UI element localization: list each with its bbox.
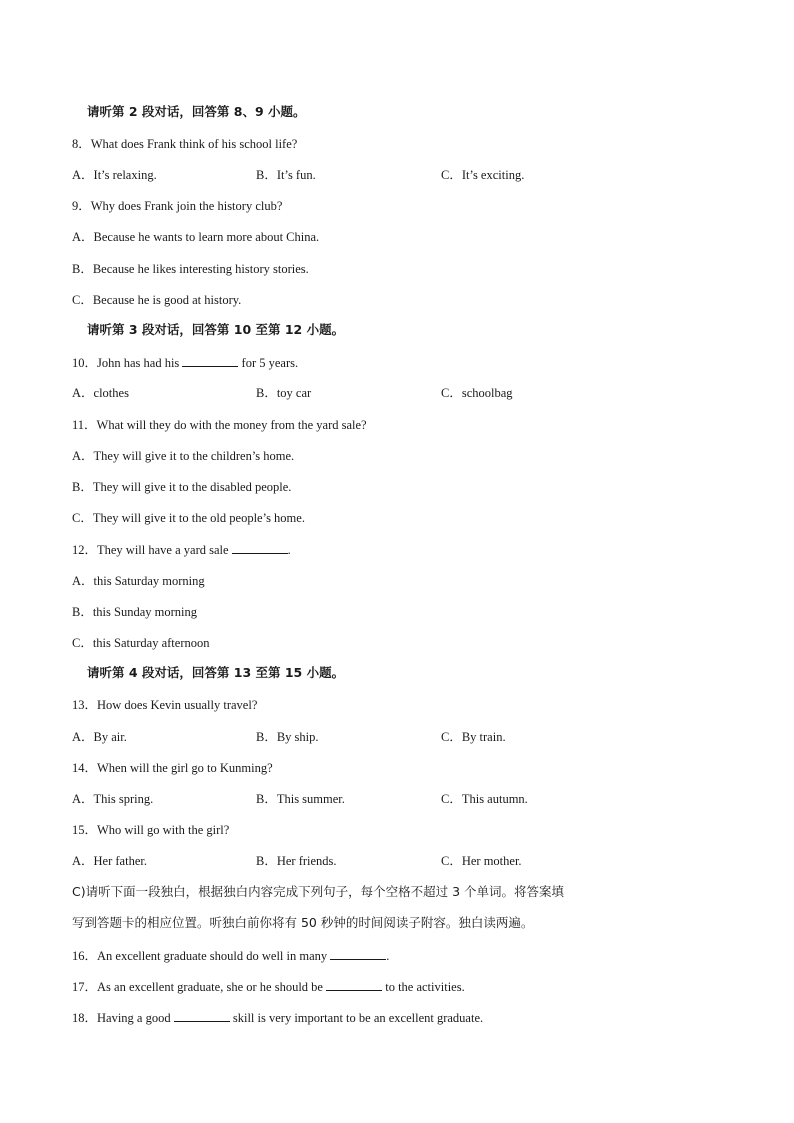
question-12-option-a: A．this Saturday morning bbox=[72, 574, 205, 588]
question-13: 13．How does Kevin usually travel? bbox=[72, 698, 258, 712]
option-c: C．schoolbag bbox=[441, 386, 513, 400]
question-9-option-a: A．Because he wants to learn more about China. bbox=[72, 230, 320, 244]
question-14-options bbox=[72, 791, 732, 807]
question-11: 11．What will they do with the money from the yard sale? bbox=[72, 418, 367, 432]
option-c: C．Her mother. bbox=[441, 854, 522, 868]
question-12-option-c: C．this Saturday afternoon bbox=[72, 636, 210, 650]
option-c: C．It’s exciting. bbox=[441, 168, 525, 182]
question-11-option-c: C．They will give it to the old people’s home. bbox=[72, 511, 305, 525]
option-b: B．By ship. bbox=[256, 730, 319, 744]
question-10-text-post: for 5 years. bbox=[238, 356, 299, 370]
question-9: 9．Why does Frank join the history club? bbox=[72, 199, 283, 213]
option-a: A．Her father. bbox=[72, 854, 147, 868]
question-18-text-post: skill is very important to be an excellent graduate. bbox=[229, 1011, 484, 1025]
question-9-option-c: C．Because he is good at history. bbox=[72, 293, 242, 307]
question-17-text-pre: 17．As an excellent graduate, she or he should be bbox=[72, 980, 327, 994]
question-8-options bbox=[72, 167, 732, 183]
question-16-text-pre: 16．An excellent graduate should do well in many bbox=[72, 949, 331, 963]
option-b: B．toy car bbox=[256, 386, 312, 400]
option-b: B．This summer. bbox=[256, 792, 345, 806]
section-4-instruction: 请听第 4 段对话，回答第 13 至第 15 小题。 bbox=[87, 665, 345, 680]
question-10 bbox=[72, 354, 298, 371]
option-b: B．Her friends. bbox=[256, 854, 337, 868]
question-16 bbox=[72, 947, 389, 964]
question-8: 8．What does Frank think of his school life? bbox=[72, 137, 298, 151]
question-14: 14．When will the girl go to Kunming? bbox=[72, 761, 273, 775]
option-a: A．clothes bbox=[72, 386, 129, 400]
answer-blank bbox=[174, 1009, 230, 1022]
question-12-text-post: . bbox=[287, 543, 291, 557]
option-c: C．By train. bbox=[441, 730, 506, 744]
section-2-instruction: 请听第 2 段对话，回答第 8、9 小题。 bbox=[87, 104, 306, 119]
question-15-options bbox=[72, 853, 732, 869]
option-a: A．By air. bbox=[72, 730, 127, 744]
question-16-text-post: . bbox=[386, 949, 390, 963]
option-a: A．It’s relaxing. bbox=[72, 168, 157, 182]
question-12-option-b: B．this Sunday morning bbox=[72, 605, 198, 619]
question-10-text-pre: 10．John has had his bbox=[72, 356, 183, 370]
question-18-text-pre: 18．Having a good bbox=[72, 1011, 174, 1025]
question-11-option-a: A．They will give it to the children’s home. bbox=[72, 449, 295, 463]
question-12-text-pre: 12．They will have a yard sale bbox=[72, 543, 232, 557]
question-17 bbox=[72, 978, 465, 995]
question-11-option-b: B．They will give it to the disabled people. bbox=[72, 480, 292, 494]
answer-blank bbox=[326, 978, 382, 991]
answer-blank bbox=[182, 354, 238, 367]
option-c: C．This autumn. bbox=[441, 792, 528, 806]
question-18 bbox=[72, 1009, 483, 1026]
question-17-text-post: to the activities. bbox=[382, 980, 465, 994]
question-9-option-b: B．Because he likes interesting history stories. bbox=[72, 262, 309, 276]
question-15: 15．Who will go with the girl? bbox=[72, 823, 230, 837]
answer-blank bbox=[330, 947, 386, 960]
option-a: A．This spring. bbox=[72, 792, 154, 806]
question-12 bbox=[72, 541, 291, 558]
part-c-instruction-line-2: 写到答题卡的相应位置。听独白前你将有 50 秒钟的时间阅读子附容。独白读两遍。 bbox=[72, 915, 534, 930]
section-3-instruction: 请听第 3 段对话，回答第 10 至第 12 小题。 bbox=[87, 322, 345, 337]
option-b: B．It’s fun. bbox=[256, 168, 316, 182]
question-10-options bbox=[72, 385, 732, 401]
part-c-instruction-line-1: C)请听下面一段独白，根据独白内容完成下列句子，每个空格不超过 3 个单词。将答案填 bbox=[72, 884, 565, 899]
answer-blank bbox=[232, 541, 288, 554]
question-13-options bbox=[72, 729, 732, 745]
